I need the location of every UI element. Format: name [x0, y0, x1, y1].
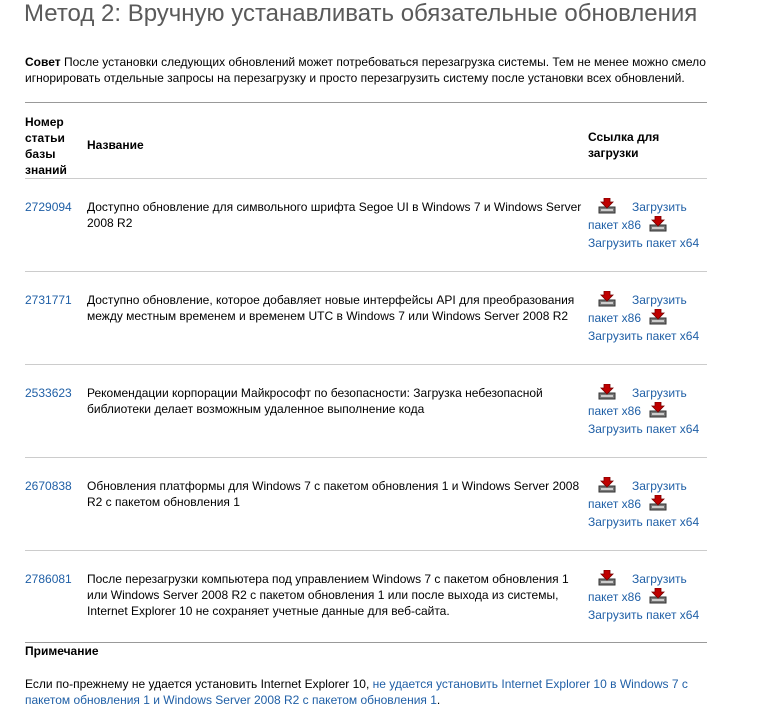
note-text: Если по-прежнему не удается установить Internet Explorer 10,	[25, 677, 373, 691]
table-top-rule	[25, 102, 707, 103]
download-icon[interactable]	[649, 402, 667, 418]
tip-text: После установки следующих обновлений может потребоваться перезагрузка системы. Тем не менее можно смело игнорировать отдельные запросы на перезагрузку и просто перезагрузить систему после установки всех обновлений.	[25, 55, 706, 85]
download-x64-link[interactable]: Загрузить пакет x64	[588, 236, 700, 250]
download-icon[interactable]	[598, 291, 616, 307]
download-x64-link[interactable]: Загрузить пакет x64	[588, 329, 700, 343]
column-header-kb: Номер статьи базы знаний	[25, 115, 67, 177]
update-name: Обновления платформы для Windows 7 с пакетом обновления 1 и Windows Server 2008 R2 с пакетом обновления 1	[87, 479, 580, 509]
row-divider	[25, 178, 707, 179]
download-x86-link[interactable]: Загрузить пакет x86	[588, 386, 687, 418]
tip-label: Совет	[25, 55, 61, 69]
row-divider	[25, 550, 707, 551]
update-name: Доступно обновление для символьного шрифта Segoe UI в Windows 7 и Windows Server 2008 R2	[87, 200, 582, 230]
download-icon[interactable]	[649, 309, 667, 325]
update-name: После перезагрузки компьютера под управлением Windows 7 с пакетом обновления 1 или Windows Server 2008 R2 с пакетом обновления 1 или после выхода из системы, Internet Explorer 10 не сохраняет учетные данные для веб-сайта.	[87, 572, 569, 618]
kb-link-2731771[interactable]: 2731771	[25, 293, 72, 307]
row-divider	[25, 364, 707, 365]
download-cell	[588, 384, 708, 438]
download-icon[interactable]	[649, 588, 667, 604]
download-x86-link[interactable]: Загрузить пакет x86	[588, 572, 687, 604]
table-bottom-rule	[25, 642, 707, 643]
row-divider	[25, 271, 707, 272]
kb-link-2786081[interactable]: 2786081	[25, 572, 72, 586]
download-x64-link[interactable]: Загрузить пакет x64	[588, 515, 700, 529]
download-x86-link[interactable]: Загрузить пакет x86	[588, 200, 687, 232]
download-cell	[588, 477, 708, 531]
download-icon[interactable]	[598, 477, 616, 493]
download-icon[interactable]	[598, 198, 616, 214]
download-icon[interactable]	[649, 216, 667, 232]
note-link[interactable]: не удается установить Internet Explorer 10 в Windows 7 с пакетом обновления 1 и Windows Server 2008 R2 с пакетом обновления 1	[25, 677, 688, 707]
download-x86-link[interactable]: Загрузить пакет x86	[588, 479, 687, 511]
update-name: Доступно обновление, которое добавляет новые интерфейсы API для преобразования между местным временем и временем UTC в Windows 7 или Windows Server 2008 R2	[87, 293, 575, 323]
kb-link-2533623[interactable]: 2533623	[25, 386, 72, 400]
tip-block	[25, 54, 715, 86]
download-icon[interactable]	[598, 384, 616, 400]
note-block	[25, 676, 715, 708]
download-icon[interactable]	[598, 570, 616, 586]
row-divider	[25, 457, 707, 458]
note-heading: Примечание	[25, 644, 99, 658]
download-cell	[588, 198, 708, 252]
update-name: Рекомендации корпорации Майкрософт по безопасности: Загрузка небезопасной библиотеки делает возможным удаленное выполнение кода	[87, 386, 543, 416]
note-end: .	[436, 693, 441, 707]
kb-link-2670838[interactable]: 2670838	[25, 479, 72, 493]
download-x86-link[interactable]: Загрузить пакет x86	[588, 293, 687, 325]
download-cell	[588, 291, 708, 345]
column-header-name: Название	[87, 138, 144, 152]
download-x64-link[interactable]: Загрузить пакет x64	[588, 422, 700, 436]
download-icon[interactable]	[649, 495, 667, 511]
download-cell	[588, 570, 708, 624]
column-header-download: Ссылка для загрузки	[588, 130, 660, 160]
kb-link-2729094[interactable]: 2729094	[25, 200, 72, 214]
download-x64-link[interactable]: Загрузить пакет x64	[588, 608, 700, 622]
page-title: Метод 2: Вручную устанавливать обязательные обновления	[24, 0, 698, 27]
